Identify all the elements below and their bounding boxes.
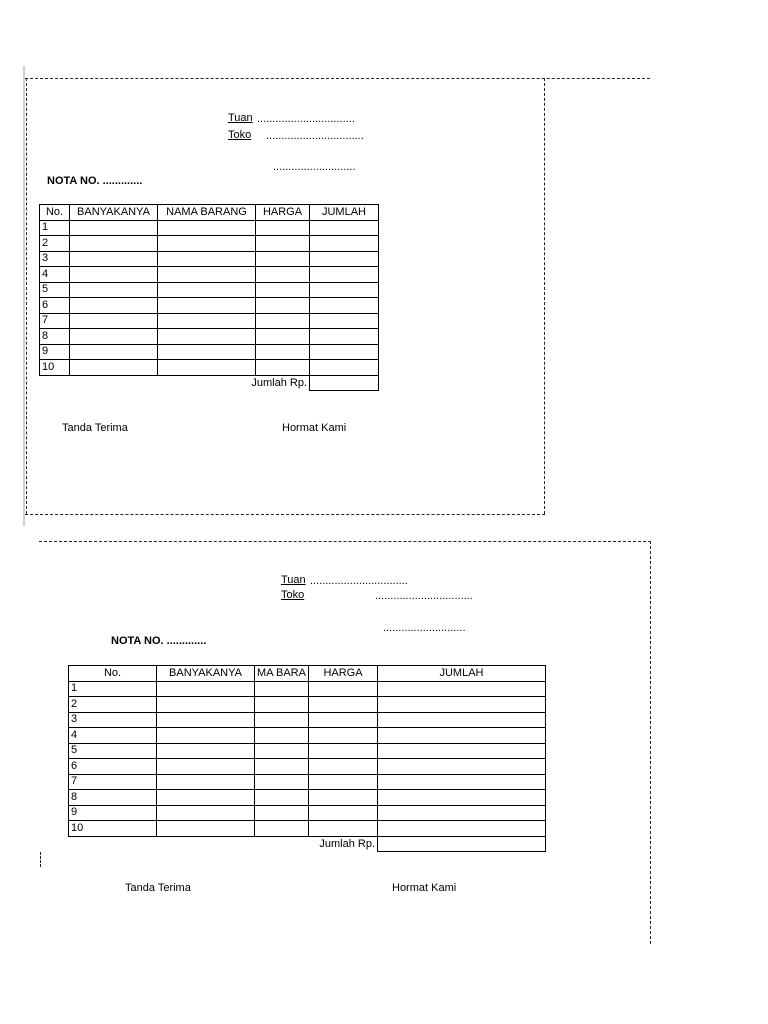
header-jumlah: JUMLAH: [378, 666, 546, 682]
row-number: 10: [40, 360, 70, 376]
total-amount-box: [310, 375, 379, 391]
row-number: 7: [40, 313, 70, 329]
table-row: [40, 251, 379, 267]
cell-nama-barang: [255, 728, 309, 744]
row-number: 8: [40, 329, 70, 345]
cell-nama-barang: [158, 344, 256, 360]
total-row: [40, 375, 379, 391]
table-row: [69, 712, 546, 728]
table-header-row: [69, 666, 546, 682]
cell-jumlah: [378, 728, 546, 744]
cell-harga: [309, 821, 378, 837]
cell-harga: [256, 236, 310, 252]
toko-dots: ................................: [375, 590, 473, 602]
cell-harga: [309, 790, 378, 806]
cell-nama-barang: [255, 759, 309, 775]
table-row: [40, 236, 379, 252]
cell-harga: [309, 774, 378, 790]
row-number: 8: [69, 790, 157, 806]
cell-jumlah: [378, 681, 546, 697]
table-row: [40, 282, 379, 298]
tuan-label: Tuan: [228, 112, 253, 124]
cell-jumlah: [310, 236, 379, 252]
cell-banyaknya: [157, 774, 255, 790]
cell-banyaknya: [70, 236, 158, 252]
cell-harga: [309, 743, 378, 759]
cell-jumlah: [310, 344, 379, 360]
row-number: 1: [69, 681, 157, 697]
row-number: 6: [40, 298, 70, 314]
items-table: [68, 665, 546, 852]
cell-jumlah: [310, 251, 379, 267]
row-number: 1: [40, 220, 70, 236]
toko-label: Toko: [281, 589, 305, 601]
nota-number-label: NOTA NO. .............: [47, 175, 143, 187]
tanda-terima-label: Tanda Terima: [62, 422, 128, 434]
toko-dots: ................................: [266, 130, 364, 142]
cell-jumlah: [310, 220, 379, 236]
table-row: [69, 681, 546, 697]
cell-nama-barang: [255, 790, 309, 806]
cell-nama-barang: [158, 282, 256, 298]
cell-harga: [256, 344, 310, 360]
cell-jumlah: [310, 360, 379, 376]
row-number: 7: [69, 774, 157, 790]
table-row: [69, 743, 546, 759]
cell-harga: [309, 728, 378, 744]
total-label: Jumlah Rp.: [251, 376, 307, 389]
cell-banyaknya: [157, 821, 255, 837]
table-row: [69, 790, 546, 806]
row-number: 4: [40, 267, 70, 283]
table-row: [69, 774, 546, 790]
page-edge-line: [23, 66, 25, 526]
row-number: 3: [69, 712, 157, 728]
items-table: [39, 204, 379, 391]
cell-nama-barang: [158, 220, 256, 236]
total-amount-box: [378, 836, 546, 852]
header-no: No.: [40, 205, 70, 221]
cell-nama-barang: [255, 681, 309, 697]
cell-jumlah: [310, 267, 379, 283]
cell-banyaknya: [157, 790, 255, 806]
cell-jumlah: [378, 774, 546, 790]
table-row: [40, 313, 379, 329]
hormat-kami-label: Hormat Kami: [282, 422, 347, 434]
address-dots: ...........................: [383, 622, 466, 634]
cell-banyaknya: [157, 759, 255, 775]
cell-banyaknya: [157, 712, 255, 728]
cell-harga: [309, 681, 378, 697]
cut-line-left: [26, 78, 27, 514]
row-number: 2: [69, 697, 157, 713]
tuan-label: Tuan: [281, 574, 306, 586]
cell-harga: [309, 759, 378, 775]
cell-jumlah: [378, 697, 546, 713]
cell-harga: [309, 712, 378, 728]
tanda-terima-label: Tanda Terima: [125, 882, 191, 894]
cell-banyaknya: [70, 313, 158, 329]
table-row: [40, 298, 379, 314]
cut-line-right: [650, 541, 651, 944]
cell-jumlah: [310, 329, 379, 345]
nota-number-label: NOTA NO. .............: [111, 635, 207, 647]
cell-harga: [309, 805, 378, 821]
cell-jumlah: [310, 298, 379, 314]
cell-jumlah: [378, 712, 546, 728]
cell-harga: [256, 267, 310, 283]
cut-mark: [40, 852, 41, 867]
header-banyaknya: BANYAKANYA: [70, 205, 158, 221]
table-row: [69, 805, 546, 821]
tuan-dots: ................................: [310, 575, 408, 587]
tuan-dots: ................................: [257, 113, 355, 125]
table-row: [69, 697, 546, 713]
cell-banyaknya: [70, 282, 158, 298]
row-number: 6: [69, 759, 157, 775]
cell-harga: [256, 282, 310, 298]
cell-banyaknya: [157, 697, 255, 713]
toko-label: Toko: [228, 129, 252, 141]
cell-nama-barang: [255, 821, 309, 837]
header-nama-barang: MA BARA: [255, 666, 309, 682]
total-row: [69, 836, 546, 852]
table-header-row: [40, 205, 379, 221]
cell-jumlah: [310, 282, 379, 298]
table-row: [40, 329, 379, 345]
cell-nama-barang: [158, 360, 256, 376]
cell-harga: [256, 313, 310, 329]
table-row: [40, 267, 379, 283]
cut-line-right: [544, 78, 545, 514]
header-no: No.: [69, 666, 157, 682]
cell-banyaknya: [70, 251, 158, 267]
cell-banyaknya: [157, 728, 255, 744]
row-number: 4: [69, 728, 157, 744]
cell-banyaknya: [157, 743, 255, 759]
table-row: [69, 728, 546, 744]
cell-banyaknya: [157, 805, 255, 821]
row-number: 5: [69, 743, 157, 759]
header-banyaknya: BANYAKANYA: [157, 666, 255, 682]
cut-line-top: [39, 541, 651, 542]
table-row: [69, 759, 546, 775]
total-label: Jumlah Rp.: [319, 837, 375, 850]
hormat-kami-label: Hormat Kami: [392, 882, 457, 894]
cell-jumlah: [378, 759, 546, 775]
row-number: 10: [69, 821, 157, 837]
cell-nama-barang: [158, 251, 256, 267]
row-number: 2: [40, 236, 70, 252]
cell-nama-barang: [255, 697, 309, 713]
cut-line-top: [25, 78, 650, 79]
cell-banyaknya: [70, 360, 158, 376]
cell-harga: [309, 697, 378, 713]
table-row: [40, 220, 379, 236]
cell-nama-barang: [255, 743, 309, 759]
cell-jumlah: [378, 743, 546, 759]
row-number: 9: [40, 344, 70, 360]
cell-nama-barang: [158, 313, 256, 329]
row-number: 9: [69, 805, 157, 821]
header-harga: HARGA: [256, 205, 310, 221]
row-number: 5: [40, 282, 70, 298]
cell-harga: [256, 360, 310, 376]
cut-line-bottom: [25, 514, 545, 515]
cell-banyaknya: [70, 344, 158, 360]
cell-nama-barang: [158, 329, 256, 345]
cell-banyaknya: [70, 220, 158, 236]
cell-jumlah: [378, 821, 546, 837]
cell-jumlah: [378, 790, 546, 806]
cell-banyaknya: [70, 267, 158, 283]
cell-harga: [256, 298, 310, 314]
cell-banyaknya: [157, 681, 255, 697]
header-harga: HARGA: [309, 666, 378, 682]
table-row: [40, 360, 379, 376]
cell-harga: [256, 329, 310, 345]
table-row: [40, 344, 379, 360]
cell-banyaknya: [70, 329, 158, 345]
cell-nama-barang: [255, 712, 309, 728]
cell-nama-barang: [255, 774, 309, 790]
cell-harga: [256, 251, 310, 267]
cell-nama-barang: [158, 298, 256, 314]
address-dots: ...........................: [273, 161, 356, 173]
header-nama-barang: NAMA BARANG: [158, 205, 256, 221]
table-row: [69, 821, 546, 837]
header-jumlah: JUMLAH: [310, 205, 379, 221]
cell-banyaknya: [70, 298, 158, 314]
cell-harga: [256, 220, 310, 236]
cell-jumlah: [378, 805, 546, 821]
row-number: 3: [40, 251, 70, 267]
cell-nama-barang: [158, 267, 256, 283]
cell-nama-barang: [255, 805, 309, 821]
cell-jumlah: [310, 313, 379, 329]
cell-nama-barang: [158, 236, 256, 252]
